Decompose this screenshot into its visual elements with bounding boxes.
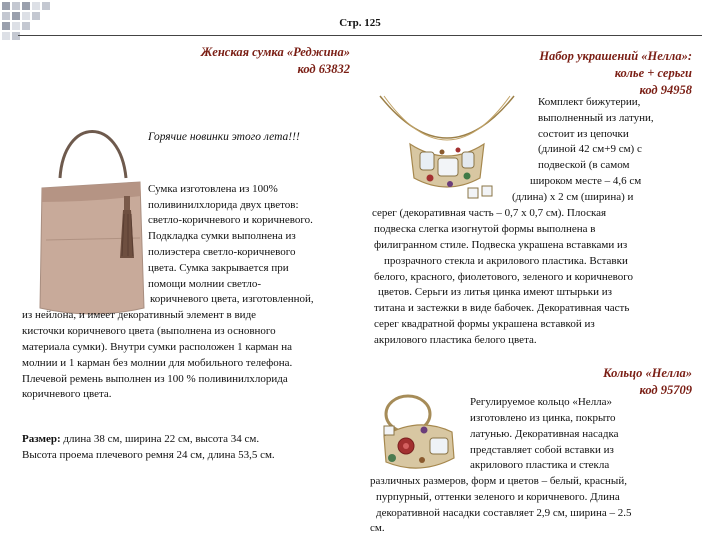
- set-desc-line: акрилового пластика белого цвета.: [374, 334, 537, 346]
- ring-title-code: код 95709: [639, 383, 692, 397]
- ring-desc-line: латунью. Декоративная насадка: [470, 428, 619, 440]
- bag-size: [22, 432, 259, 448]
- bag-desc-line: светло-коричневого и коричневого.: [148, 214, 313, 226]
- ring-desc-line: различных размеров, форм и цветов – белый, красный,: [370, 475, 627, 487]
- set-title-code: код 94958: [639, 83, 692, 97]
- bag-strap-size: Высота проема плечевого ремня 24 см, длина 53,5 см.: [22, 449, 275, 461]
- bag-size-value: длина 38 см, ширина 22 см, высота 34 см.: [60, 433, 260, 445]
- ring-title-name: Кольцо «Нелла»: [603, 366, 692, 380]
- ring-image: [370, 388, 466, 476]
- bag-desc-line: помощи молнии светло-: [148, 278, 262, 290]
- set-desc-line: Комплект бижутерии,: [538, 96, 641, 108]
- set-desc-line: состоит из цепочки: [538, 128, 629, 140]
- header-rule: [18, 35, 702, 36]
- bag-desc-line: полиэстера светло-коричневого: [148, 246, 296, 258]
- bag-desc-line: Подкладка сумки выполнена из: [148, 230, 296, 242]
- set-desc-line: подвеской (в самом: [538, 159, 630, 171]
- set-desc-line: широком месте – 4,6 см: [530, 175, 642, 187]
- set-desc-line: титана и застежки в виде бабочек. Декоративная часть: [374, 302, 630, 314]
- bag-size-label: Размер:: [22, 433, 61, 445]
- set-title-subtitle: колье + серьги: [614, 66, 692, 80]
- bag-desc-line: из нейлона, и имеет декоративный элемент в виде: [22, 309, 257, 321]
- set-desc-line: (длиной 42 см+9 см) с: [538, 143, 642, 155]
- handbag-image: [30, 108, 152, 323]
- bag-desc-line: поливинилхлорида двух цветов:: [148, 199, 299, 211]
- bag-desc-line: коричневого цвета, изготовленной,: [150, 293, 314, 305]
- ring-desc-line: изготовлено из цинка, покрыто: [470, 412, 616, 424]
- bag-desc-line: коричневого цвета.: [22, 388, 112, 400]
- bag-desc-line: цвета. Сумка закрывается при: [148, 262, 289, 274]
- set-desc-line: белого, красного, фиолетового, зеленого и коричневого: [374, 271, 633, 283]
- page-number: Стр. 125: [339, 17, 381, 29]
- bag-promo-note: Горячие новинки этого лета!!!: [148, 131, 300, 143]
- set-desc-line: серег квадратной формы украшена вставкой из: [374, 318, 595, 330]
- set-desc-line: прозрачного стекла и акрилового пластика. Вставки: [384, 255, 628, 267]
- set-desc-line: филигранном стиле. Подвеска украшена вставками из: [374, 239, 628, 251]
- set-desc-line: выполненный из латуни,: [538, 112, 654, 124]
- bag-desc-line: молнии и 1 карман без молнии для мобильного телефона.: [22, 357, 293, 369]
- set-desc-line: цветов. Серьги из литья цинка имеют штырьки из: [378, 286, 612, 298]
- necklace-image: [372, 92, 522, 204]
- set-title-name: Набор украшений «Нелла»:: [539, 49, 692, 63]
- set-desc-line: (длина) х 2 см (ширина) и: [512, 191, 634, 203]
- bag-desc-line: Плечевой ремень выполнен из 100 % поливинилхлорида: [22, 373, 288, 385]
- bag-desc-line: материала сумки). Внутри сумки расположен 1 карман на: [22, 341, 292, 353]
- bag-title-name: Женская сумка «Реджина»: [200, 45, 350, 59]
- set-desc-line: серег (декоративная часть – 0,7 х 0,7 см). Плоская: [372, 207, 607, 219]
- ring-title: [470, 365, 692, 399]
- bag-desc-line: кисточки коричневого цвета (выполнена из основного: [22, 325, 276, 337]
- ring-desc-line: пурпурный, оттенки зеленого и коричневого. Длина: [376, 491, 620, 503]
- ring-desc-line: декоративной насадки составляет 2,9 см, ширина – 2.5: [376, 507, 632, 519]
- bag-title-code: код 63832: [297, 62, 350, 76]
- set-desc-line: подвеска слегка изогнутой формы выполнена в: [374, 223, 596, 235]
- ring-desc-line: см.: [370, 522, 385, 534]
- ring-desc-line: представляет собой вставки из: [470, 444, 614, 456]
- ring-desc-line: акрилового пластика и стекла: [470, 459, 610, 471]
- bag-title: [100, 44, 350, 78]
- bag-desc-line: Сумка изготовлена из 100%: [148, 183, 278, 195]
- ring-desc-line: Регулируемое кольцо «Нелла»: [470, 396, 613, 408]
